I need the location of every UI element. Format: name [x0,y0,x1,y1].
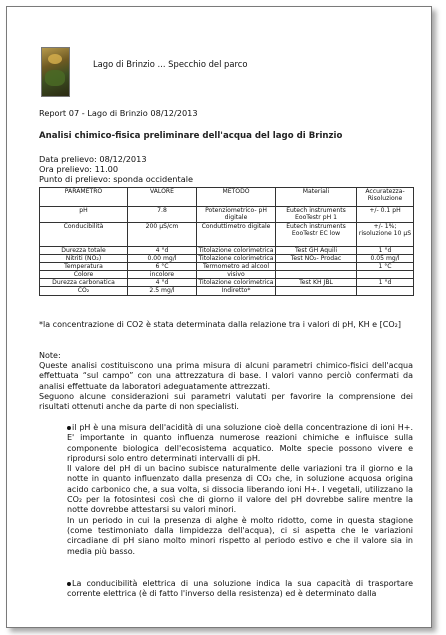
document-page [6,6,432,628]
sampling-point: Punto di prelievo: sponda occidentale [39,174,194,184]
table-cell: Eutech instruments EooTestr pH 1 [276,207,357,223]
table-row [40,287,414,295]
table-cell: 200 μS/cm [128,223,197,247]
table-cell: Titolazione colorimetrica [198,247,274,254]
table-cell: 6 °C [128,263,197,271]
table-cell [276,271,357,279]
table-cell: Conducibilità [40,223,128,247]
table-row [40,271,414,279]
conductivity-bullet [67,579,413,600]
notes-paragraph: Seguono alcune considerazioni sui parametri valutati per favorire la comprensione dei risultati ottenuti anche da parte di non specialisti. [39,391,413,412]
notes-section [39,351,413,412]
report-reference: Report 07 - Lago di Brinzio 08/12/2013 [39,108,198,118]
table-cell: 1 °d [357,247,414,255]
column-header: Accuratezza-Risoluzione [357,188,414,207]
bullet-icon [67,582,71,586]
table-cell: Temperatura [40,263,128,271]
table-header-row [40,188,414,207]
ph-paragraph: il pH è una misura dell'acidità di una soluzione cioè della concentrazione di ioni H+. E' importante in quanto influenza numerose reazioni chimiche e influisce sulla componente biologica dell'ecosistema acquatico. Molte specie possono vivere e riprodursi solo entro determinati intervalli di pH. [67,423,413,463]
table-cell: visivo [197,271,276,279]
site-title: Lago di Brinzio ... Specchio del parco [93,59,248,69]
ph-bullet [67,423,413,557]
table-row [40,279,414,287]
table-cell: Termometro ad alcool [197,263,276,271]
table-row [40,263,414,271]
table-row [40,247,414,255]
table-row [40,223,414,247]
table-cell: 4 °d [128,247,197,255]
table-cell: Durezza carbonatica [40,279,128,287]
table-cell: Test GH Aquili [276,247,357,255]
table-cell: Indiretto* [197,287,276,295]
co2-footnote: *la concentrazione di CO2 è stata determinata dalla relazione tra i valori di pH, KH e [CO₂] [39,320,401,329]
table-cell: Durezza totale [40,247,128,255]
table-cell: Test NO₂- Prodac [276,255,357,263]
column-header: PARAMETRO [40,188,128,207]
table-cell: 4 °d [128,279,197,287]
ph-paragraph: Il valore del pH di un bacino subisce naturalmente delle variazioni tra il giorno e la notte in quanto influenzato dalla presenza di CO₂ che, in soluzione acquosa origina acido carbonico che, a sua volta, si dissocia liberando ioni H+. I vegetali, utilizzano la CO₂ per la fotosintesi così che di giorno il valore del pH dovrebbe salire mentre la notte dovrebbe attestarsi su valori minori. [67,464,413,515]
table-cell: 0.05 mg/l [357,255,414,263]
table-cell: CO₂ [40,287,128,295]
sampling-date: Data prelievo: 08/12/2013 [39,154,147,164]
table-cell: Titolazione colorimetrica [198,279,274,287]
column-header: Materiali [276,188,357,207]
notes-label: Note: [39,351,61,360]
table-cell: pH [40,207,128,223]
table-cell: incolore [128,271,197,279]
table-cell [276,287,357,295]
table-cell: Nitriti (NO₂) [40,255,128,263]
table-row [40,255,414,263]
column-header: VALORE [128,188,197,207]
table-cell [357,287,414,295]
table-cell [357,271,414,279]
table-cell: Colore [40,271,128,279]
table-cell: 1 °d [357,279,414,287]
table-cell: Conduttimetro digitale [197,223,276,247]
table-cell: 0.00 mg/l [128,255,197,263]
table-row [40,207,414,223]
table-cell: 2.5 mg/l [128,287,197,295]
table-cell: 7.8 [128,207,197,223]
ph-paragraph: In un periodo in cui la presenza di alghe è molto ridotto, come in questa stagione (come testimoniato dalla limpidezza dell'acqua), ci si aspetta che le variazioni circadiane di pH siano molto minori rispetto al periodo estivo e che il valore sia in media più basso. [67,515,413,556]
notes-paragraph: Queste analisi costituiscono una prima misura di alcuni parametri chimico-fisici dell'acqua effettuata “sul campo” con una attrezzatura di base. I valori vanno perciò confermati da analisi effettuate da laboratori adeguatamente attrezzati. [39,361,413,391]
table-cell: Test KH JBL [276,279,357,287]
report-heading: Analisi chimico-fisica preliminare dell'acqua del lago di Brinzio [39,131,343,141]
table-cell: +/- 0.1 pH [357,207,414,223]
table-cell: 1 °C [357,263,414,271]
lake-photo-thumbnail [41,47,70,97]
table-cell: +/- 1%; risoluzione 10 μS [357,223,414,247]
column-header: METODO [197,188,276,207]
bullet-icon [67,426,71,430]
conductivity-paragraph: La conducibilità elettrica di una soluzione indica la sua capacità di trasportare corrente elettrica (è di fatto l'inverso della resistenza) ed è determinato dalla [67,579,413,599]
table-cell [276,263,357,271]
table-cell: Potenziometrico- pH digitale [197,207,276,223]
table-cell: Titolazione colorimetrica [198,255,274,263]
table-cell: Eutech instruments EooTestr EC low [276,223,357,247]
sampling-time: Ora prelievo: 11.00 [39,164,119,174]
parameters-table [39,187,414,296]
